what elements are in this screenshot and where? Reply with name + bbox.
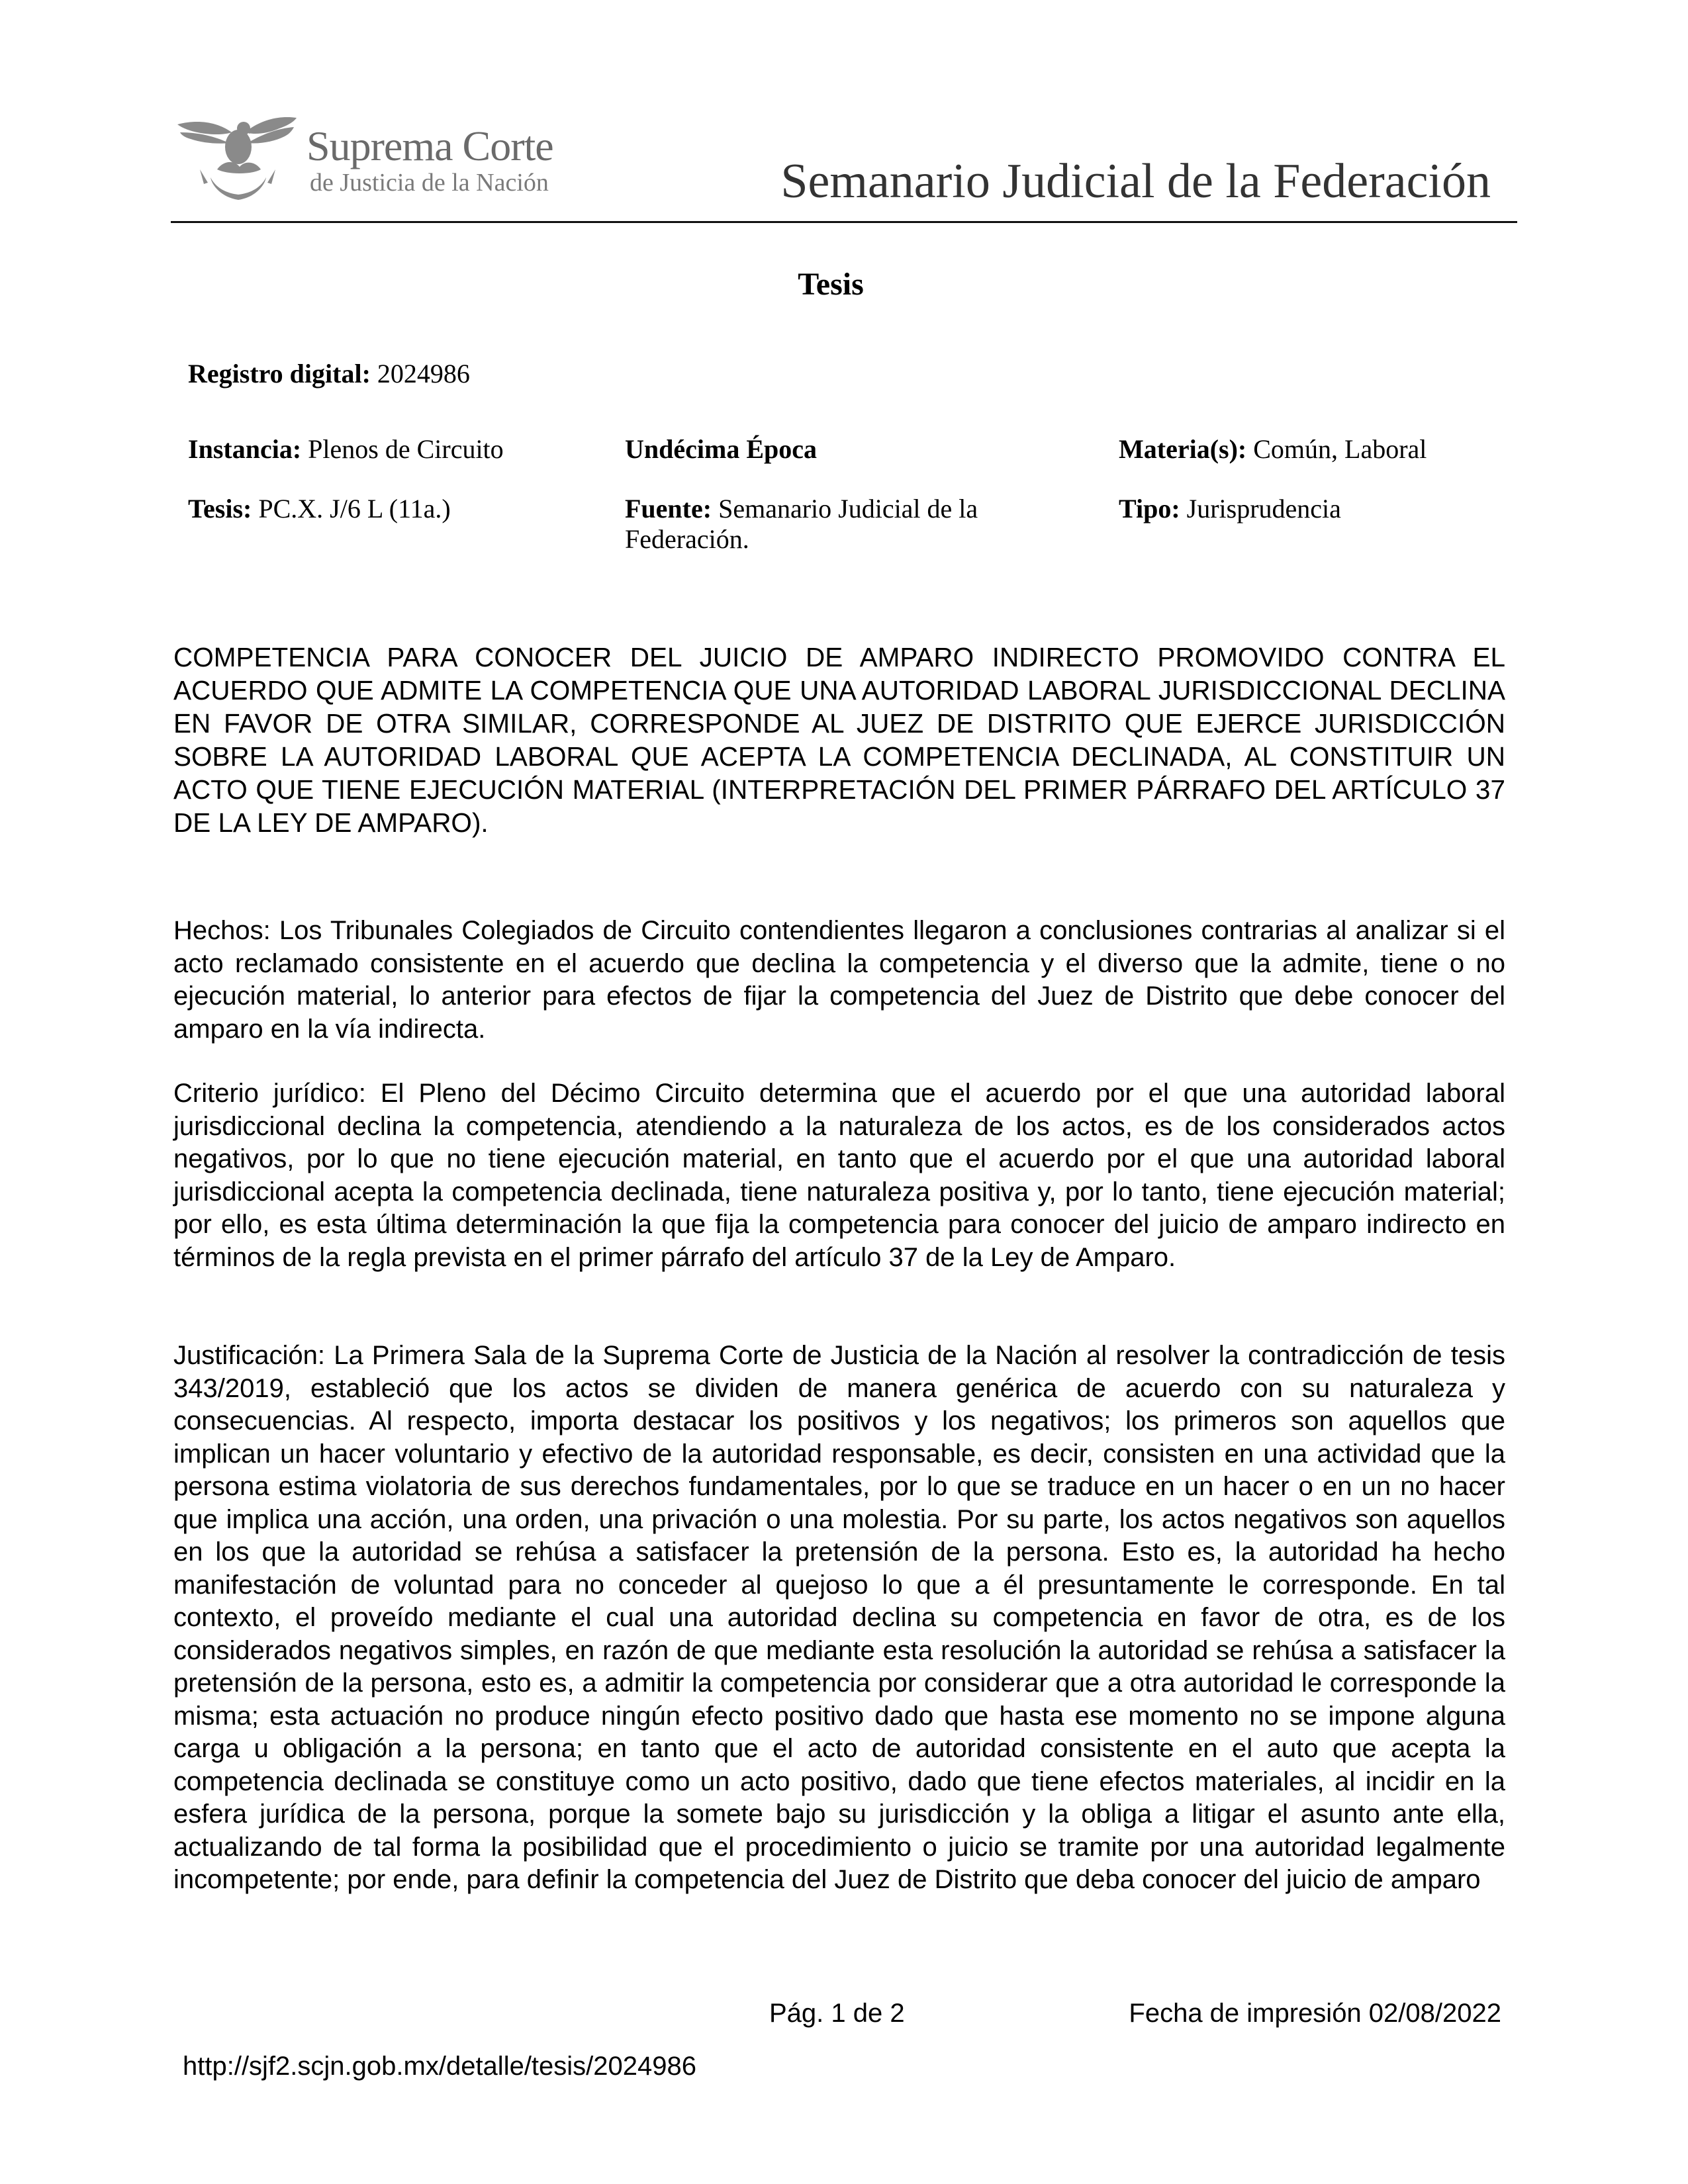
fuente-label: Fuente:	[625, 494, 712, 523]
tesis-value: PC.X. J/6 L (11a.)	[258, 494, 451, 523]
tesis-label: Tesis:	[188, 494, 252, 523]
source-url[interactable]: http://sjf2.scjn.gob.mx/detalle/tesis/2024986	[183, 2052, 697, 2081]
materias	[1119, 434, 1427, 465]
fuente	[625, 494, 1049, 555]
epoca	[625, 434, 817, 465]
paragraph-hechos: Hechos: Los Tribunales Colegiados de Circuito contendientes llegaron a conclusiones contrarias al analizar si el acto reclamado consistente en el acuerdo que declina la competencia y el diverso que la admite, tiene o no ejecución material, lo anterior para efectos de fijar la competencia del Juez de Distrito que debe conocer del amparo en la vía indirecta.	[173, 916, 1505, 1044]
rubro-heading: COMPETENCIA PARA CONOCER DEL JUICIO DE AMPARO INDIRECTO PROMOVIDO CONTRA EL ACUERDO QUE ADMITE LA COMPETENCIA QUE UNA AUTORIDAD LABORAL JURISDICCIONAL DECLINA EN FAVOR DE OTRA SIMILAR, CORRESPONDE AL JUEZ DE DISTRITO QUE EJERCE JURISDICCIÓN SOBRE LA AUTORIDAD LABORAL QUE ACEPTA LA COMPETENCIA DECLINADA, AL CONSTITUIR UN ACTO QUE TIENE EJECUCIÓN MATERIAL (INTERPRETACIÓN DEL PRIMER PÁRRAFO DEL ARTÍCULO 37 DE LA LEY DE AMPARO).	[173, 642, 1505, 838]
registro-label: Registro digital:	[188, 359, 371, 388]
instancia-value: Plenos de Circuito	[308, 434, 504, 464]
eagle-emblem-icon	[171, 106, 303, 205]
registro-digital	[188, 359, 470, 389]
paragraph-justificacion: Justificación: La Primera Sala de la Suprema Corte de Justicia de la Nación al resolver la contradicción de tesis 343/2019, estableció que los actos se dividen de manera genérica de acuerdo con su naturaleza y consecuencias. Al respecto, importa destacar los positivos y los negativos; los primeros son aquellos que implican un hacer voluntario y efectivo de la autoridad responsable, es decir, consisten en una actividad que la persona estima violatoria de sus derechos fundamentales, por lo que se traduce en un hacer o en un no hacer que implica una acción, una orden, una privación o una molestia. Por su parte, los actos negativos son aquellos en los que la autoridad se rehúsa a satisfacer la pretensión de la persona. Esto es, la autoridad ha hecho manifestación de voluntad para no conceder al quejoso lo que a él presuntamente le corresponde. En tal contexto, el proveído mediante el cual una autoridad declina su competencia en favor de otra, es de los considerados negativos simples, en razón de que mediante esta resolución la autoridad se rehúsa a satisfacer la pretensión de la persona, esto es, a admitir la competencia por considerar que a otra autoridad le corresponde la misma; esta actuación no produce ningún efecto positivo dado que hasta ese momento no se impone alguna carga u obligación a la persona; en tanto que el acto de autoridad consistente en el auto que acepta la competencia declinada se constituye como un acto positivo, dado que tiene efectos materiales, al incidir en la esfera jurídica de la persona, porque la somete bajo su jurisdicción y la obliga a litigar el asunto ante ella, actualizando de tal forma la posibilidad que el procedimiento o juicio se tramite por una autoridad legalmente incompetente; por ende, para definir la competencia del Juez de Distrito que deba conocer del juicio de amparo	[173, 1341, 1505, 1894]
print-date: Fecha de impresión 02/08/2022	[1129, 1999, 1501, 2028]
fuente-value: Semanario Judicial de la Federación.	[625, 494, 978, 554]
paragraph-criterio: Criterio jurídico: El Pleno del Décimo Circuito determina que el acuerdo por el que una autoridad laboral jurisdiccional declina la competencia, atendiendo a la naturaleza de los actos, es de los considerados actos negativos, por lo que no tiene ejecución material, en tanto que el acuerdo por el que una autoridad laboral jurisdiccional acepta la competencia declinada, tiene naturaleza positiva y, por lo tanto, tiene ejecución material; por ello, es esta última determinación la que fija la competencia para conocer del juicio de amparo indirecto en términos de la regla prevista en el primer párrafo del artículo 37 de la Ley de Amparo.	[173, 1079, 1505, 1272]
tipo	[1119, 494, 1341, 524]
logo-subtitle: de Justicia de la Nación	[310, 169, 549, 197]
instancia	[188, 434, 504, 465]
materias-label: Materia(s):	[1119, 434, 1247, 464]
document-type-heading: Tesis	[798, 267, 864, 302]
epoca-value: Undécima Época	[625, 434, 817, 464]
tesis-id	[188, 494, 451, 524]
page-number: Pág. 1 de 2	[769, 1999, 905, 2028]
scjn-logo	[171, 106, 568, 205]
logo-title: Suprema Corte	[306, 122, 553, 169]
instancia-label: Instancia:	[188, 434, 302, 464]
tipo-value: Jurisprudencia	[1186, 494, 1341, 523]
header-divider	[171, 221, 1517, 223]
tipo-label: Tipo:	[1119, 494, 1180, 523]
materias-value: Común, Laboral	[1253, 434, 1427, 464]
registro-value: 2024986	[377, 359, 470, 388]
publication-title: Semanario Judicial de la Federación	[780, 154, 1491, 208]
